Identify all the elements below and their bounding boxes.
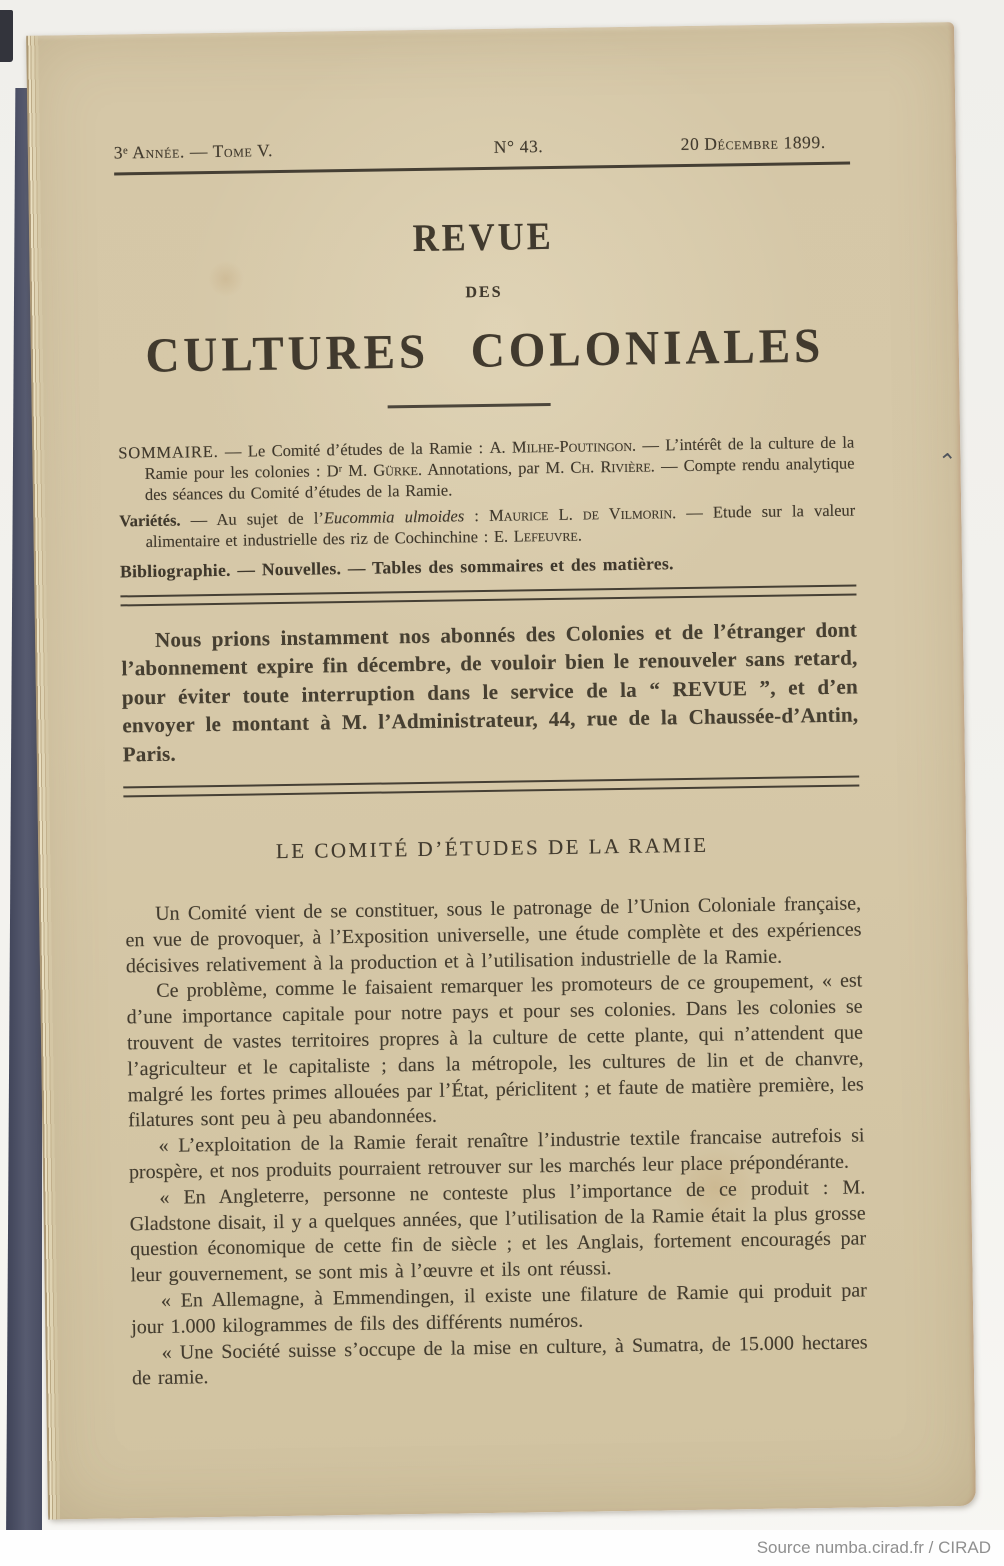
sommaire-author: Dʳ M. Gürke.: [326, 459, 423, 480]
subscription-notice: Nous prions instamment nos abonnés des Colonies et de l’étranger dont l’abonnement expire fin décembre, de vouloir bien le renouveler sans retard, pour éviter toute interruption dans le service de la “ REVUE ”, et d’en envoyer le montant à M. l’Administrateur, 44, rue de la Chaussée-d’Antin, Paris.: [121, 616, 859, 766]
sommaire-text: — Le Comité d’études de la Ramie :: [218, 437, 490, 461]
sommaire-text: — Compte rendu analytique des séances du Comité d’études de la Ramie.: [144, 453, 855, 504]
article-heading: LE COMITÉ D’ÉTUDES DE LA RAMIE: [275, 832, 709, 864]
masthead-rule: [388, 403, 551, 408]
double-rule-bottom: [123, 775, 859, 797]
masthead-title-cultures-coloniales: CULTURES COLONIALES: [145, 318, 825, 384]
sommaire-label: SOMMAIRE.: [118, 441, 219, 462]
masthead: [115, 211, 853, 384]
varietes-text: — Au sujet de l’: [180, 507, 325, 530]
bibliographie-line: Bibliographie. — Nouvelles. — Tables des sommaires et des matières.: [119, 552, 674, 581]
margin-caret-mark: ⌃: [936, 449, 958, 476]
source-attribution-bar: [0, 1530, 1004, 1566]
scan-corner-artifact: [0, 10, 13, 62]
article-paragraph: « En Allemagne, à Emmendingen, il existe une filature de Ramie qui produit par jour 1.000 kilogrammes de fils des différents numéros.: [131, 1279, 867, 1339]
article-paragraph: Ce problème, comme le faisaient remarquer les promoteurs de ce groupement, « est d’une importance capitale pour notre pays et pour ses colonies. Dans les colonies se trouvent de vastes territoires propres à la culture de cette plante, qui n’attendent que l’agriculteur et le capitaliste ; dans la métropole, les cultures de lin et de chanvre, malgré les fortes primes allouées par l’État, périclitent ; et faute de matière première, les filatures sont peu à peu abandonnées.: [126, 969, 864, 1132]
header-rule: [114, 162, 850, 176]
masthead-title-des: DES: [465, 283, 503, 302]
volume-label: 3ᵉ Année. — Tome V.: [113, 140, 274, 163]
page-content: [112, 24, 868, 1393]
article-paragraph: « Une Société suisse s’occupe de la mise en culture, à Sumatra, de 15.000 hectares de ramie.: [131, 1330, 868, 1390]
double-rule-top: [120, 584, 856, 606]
issue-number: N° 43.: [493, 136, 544, 157]
article-paragraph: Un Comité vient de se constituer, sous le patronage de l’Union Coloniale française, en vue de provoquer, à l’Exposition universelle, une étude complète et des expériences décisives relativement à la production et à l’utilisation industrielle de la Ramie.: [125, 892, 862, 977]
article-paragraph: « L’exploitation de la Ramie ferait renaître l’industrie textile francaise autrefois si prospère, et nos produits pourraient retrouver sur les marchés leur place prépondérante.: [128, 1124, 865, 1184]
masthead-title-revue: REVUE: [412, 214, 554, 260]
varietes-author: E. Lefeuvre.: [493, 525, 583, 546]
varietes-text: — Etude sur la valeur alimentaire et industrielle des riz de Cochinchine :: [145, 500, 856, 551]
issue-header: [114, 132, 850, 164]
sommaire-author: A. Milhe-Poutingon.: [489, 435, 637, 457]
article-paragraph: « En Angleterre, personne ne conteste plus l’importance de ce produit : M. Gladstone disait, il y a quelques années, que l’utilisation de la Ramie était la plus grosse question économique de cette fin de siècle ; et les Anglais, fortement encouragés par leur gouvernement, se sont mis à l’œuvre et ils ont réussi.: [129, 1176, 867, 1287]
varietes-text: :: [464, 505, 490, 525]
varietes-author: Maurice L. de Vilmorin.: [488, 502, 677, 525]
varietes-entry: [119, 499, 856, 552]
issue-date: 20 Décembre 1899.: [680, 131, 826, 155]
varietes-species-italic: Eucommia ulmoides: [323, 505, 465, 527]
sommaire-text: Annotations, par: [421, 457, 546, 479]
sommaire-entry: [118, 431, 855, 505]
sommaire-text: — L’intérêt de la culture de la Ramie pour les colonies :: [144, 432, 855, 483]
sommaire-author: M. Ch. Rivière.: [545, 455, 655, 477]
varietes-label: Variétés.: [119, 510, 181, 530]
source-attribution: Source numba.cirad.fr / CIRAD: [756, 1538, 991, 1557]
journal-page: [26, 22, 976, 1520]
